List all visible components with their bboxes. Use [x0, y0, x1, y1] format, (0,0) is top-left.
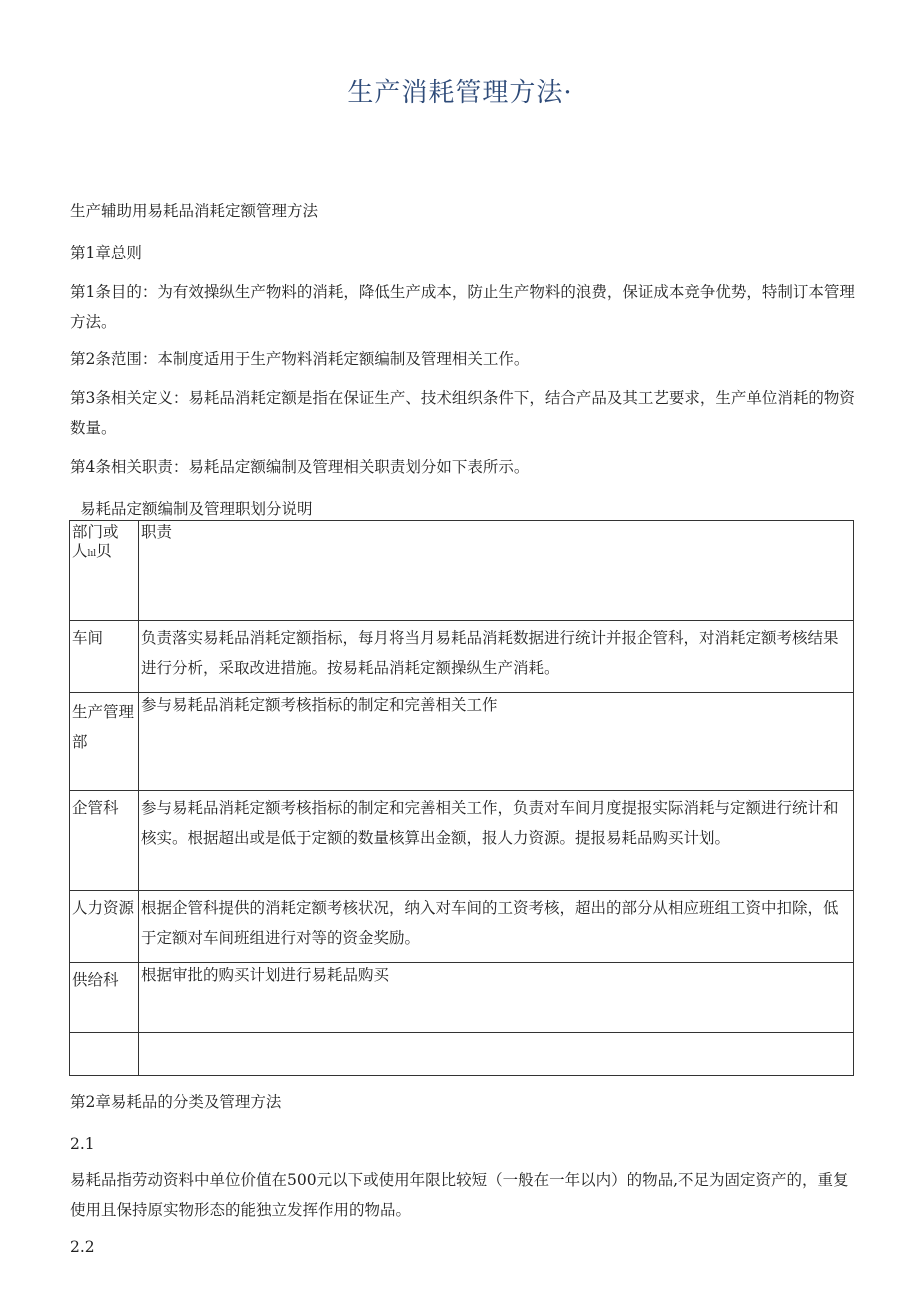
- article-1: 第1条目的：为有效操纵生产物料的消耗，降低生产成本，防止生产物料的浪费，保证成本竞争优势，特制订本管理方法。: [70, 283, 855, 331]
- article-4: 第4条相关职责：易耗品定额编制及管理相关职责划分如下表所示。: [70, 458, 530, 476]
- header-dept-line2-end: 贝: [96, 542, 112, 560]
- table-row: [70, 963, 854, 1033]
- empty-cell: [70, 1033, 139, 1076]
- article-3: 第3条相关定义：易耗品消耗定额是指在保证生产、技术组织条件下，结合产品及其工艺要求，生产单位消耗的物资数量。: [70, 389, 855, 437]
- section-2-1: 2.1: [70, 1135, 95, 1153]
- header-duty-cell: 职责: [139, 521, 854, 621]
- row-duty: 根据审批的购买计划进行易耗品购买: [139, 963, 854, 1033]
- table-row: [70, 693, 854, 791]
- table-caption: 易耗品定额编制及管理职划分说明: [80, 500, 313, 518]
- row-dept: 企管科: [70, 791, 139, 891]
- article-2: 第2条范围：本制度适用于生产物料消耗定额编制及管理相关工作。: [70, 350, 530, 368]
- row-dept: 人力资源: [70, 891, 139, 963]
- row-dept: 车间: [70, 621, 139, 693]
- table-row: [70, 891, 854, 963]
- header-dept-small: lıl: [87, 549, 97, 559]
- subtitle: 生产辅助用易耗品消耗定额管理方法: [70, 202, 319, 220]
- row-dept: 供给科: [70, 963, 139, 1033]
- duty-table: [69, 520, 854, 1076]
- table-header-row: [70, 521, 854, 621]
- header-dept-line2: 人: [72, 542, 88, 560]
- section-2-2: 2.2: [70, 1238, 95, 1256]
- header-dept-line1: 部门或: [72, 523, 119, 541]
- chapter-2-heading: 第2章易耗品的分类及管理方法: [70, 1093, 282, 1111]
- row-duty: 参与易耗品消耗定额考核指标的制定和完善相关工作，负责对车间月度提报实际消耗与定额进行统计和核实。根据超出或是低于定额的数量核算出金额，报人力资源。提报易耗品购买计划。: [139, 791, 854, 891]
- table-row-empty: [70, 1033, 854, 1076]
- consumable-definition: 易耗品指劳动资料中单位价值在500元以下或使用年限比较短（一般在一年以内）的物品,不足为固定资产的，重复使用且保持原实物形态的能独立发挥作用的物品。: [70, 1171, 849, 1219]
- table-row: [70, 621, 854, 693]
- row-duty: 负责落实易耗品消耗定额指标，每月将当月易耗品消耗数据进行统计并报企管科，对消耗定额考核结果进行分析，采取改进措施。按易耗品消耗定额操纵生产消耗。: [139, 621, 854, 693]
- document-title: 生产消耗管理方法·: [347, 78, 573, 108]
- row-dept: 生产管理部: [70, 693, 139, 791]
- row-duty: 根据企管科提供的消耗定额考核状况，纳入对车间的工资考核，超出的部分从相应班组工资中扣除，低于定额对车间班组进行对等的资金奖励。: [139, 891, 854, 963]
- empty-cell: [139, 1033, 854, 1076]
- header-dept-cell: [70, 521, 139, 621]
- chapter-1-heading: 第1章总则: [70, 244, 142, 262]
- table-row: [70, 791, 854, 891]
- row-duty: 参与易耗品消耗定额考核指标的制定和完善相关工作: [139, 693, 854, 791]
